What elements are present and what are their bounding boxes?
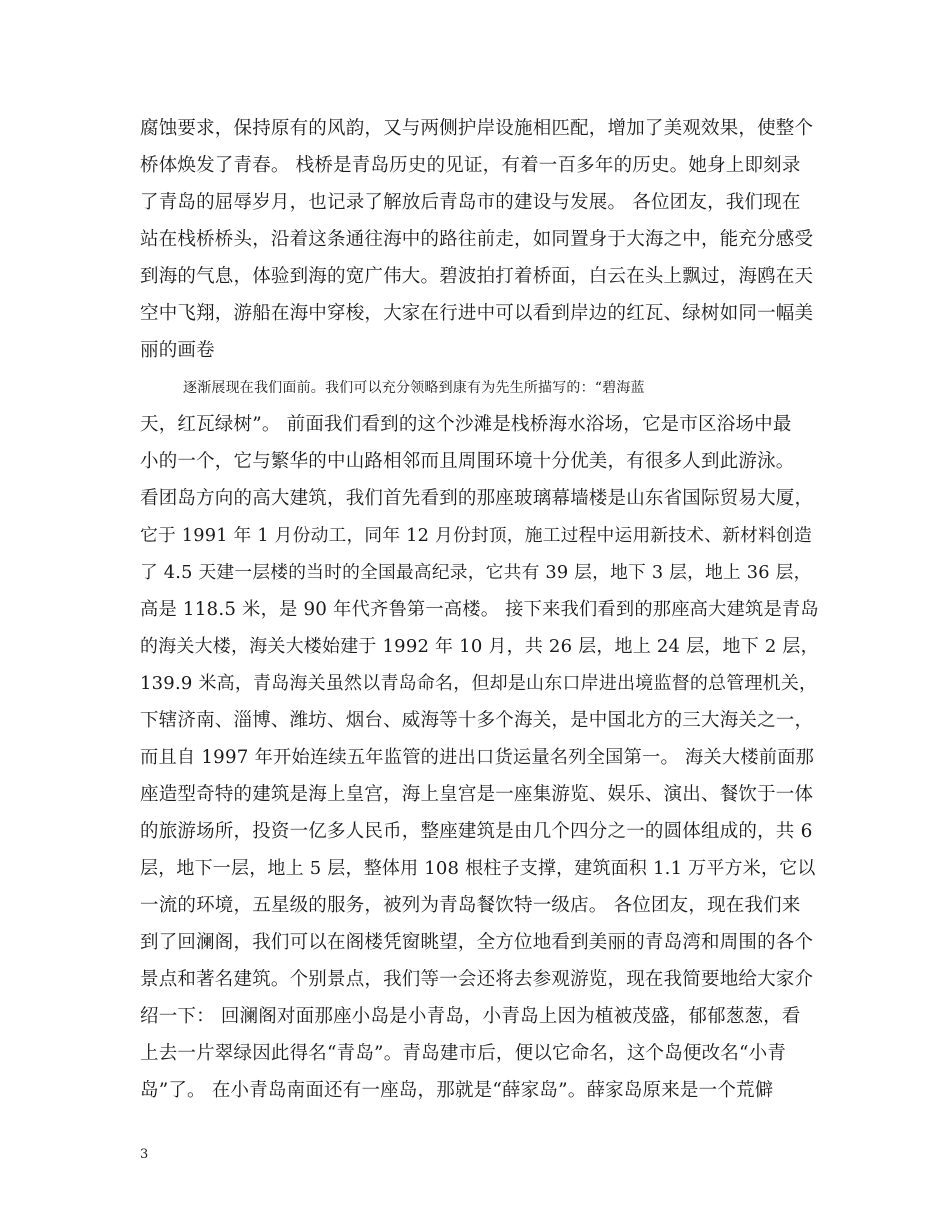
text-line: 绍一下： 回澜阁对面那座小岛是小青岛，小青岛上因为植被茂盛，郁郁葱葱，看 bbox=[140, 1006, 801, 1027]
text-line: 站在栈桥桥头，沿着这条通往海中的路往前走，如同置身于大海之中，能充分感受 bbox=[140, 229, 814, 250]
text-line: 岛”了。 在小青岛南面还有一座岛，那就是“薛家岛”。薛家岛原来是一个荒僻 bbox=[140, 1080, 774, 1101]
text-line: 层，地下一层，地上 5 层，整体用 108 根柱子支撑，建筑面积 1.1 万平方米，它以 bbox=[140, 858, 816, 879]
text-line: 桥体焕发了青春。 栈桥是青岛历史的见证，有着一百多年的历史。她身上即刻录 bbox=[140, 155, 801, 176]
text-line: 到海的气息，体验到海的宽广伟大。碧波拍打着桥面，白云在头上飘过，海鸥在天 bbox=[140, 266, 814, 287]
text-line: 而且自 1997 年开始连续五年监管的进出口货运量名列全国第一。 海关大楼前面那 bbox=[140, 747, 815, 768]
text-line: 天，红瓦绿树”。 前面我们看到的这个沙滩是栈桥海水浴场，它是市区浴场中最 bbox=[140, 414, 792, 435]
text-line: 景点和著名建筑。个别景点，我们等一会还将去参观游览，现在我简要地给大家介 bbox=[140, 969, 814, 990]
text-line: 小的一个，它与繁华的中山路相邻而且周围环境十分优美，有很多人到此游泳。 bbox=[140, 451, 795, 472]
text-line: 腐蚀要求，保持原有的风韵，又与两侧护岸设施相匹配，增加了美观效果，使整个 bbox=[140, 118, 814, 139]
text-line: 到了回澜阁，我们可以在阁楼凭窗眺望，全方位地看到美丽的青岛湾和周围的各个 bbox=[140, 932, 814, 953]
text-line: 上去一片翠绿因此得名“青岛”。青岛建市后，便以它命名，这个岛便改名“小青 bbox=[140, 1043, 787, 1064]
text-line: 的旅游场所，投资一亿多人民币，整座建筑是由几个四分之一的圆体组成的，共 6 bbox=[140, 821, 813, 842]
text-line: 了青岛的屈辱岁月，也记录了解放后青岛市的建设与发展。 各位团友，我们现在 bbox=[140, 192, 801, 213]
text-line: 139.9 米高，青岛海关虽然以青岛命名，但却是山东口岸进出境监督的总管理机关， bbox=[140, 673, 818, 694]
page-number: 3 bbox=[140, 1147, 149, 1162]
text-line: 下辖济南、淄博、潍坊、烟台、威海等十多个海关，是中国北方的三大海关之一， bbox=[140, 710, 814, 731]
text-line: 座造型奇特的建筑是海上皇宫，海上皇宫是一座集游览、娱乐、演出、餐饮于一体 bbox=[140, 784, 814, 805]
text-line: 了 4.5 天建一层楼的当时的全国最高纪录，它共有 39 层，地下 3 层，地上 36 层， bbox=[140, 563, 812, 583]
paragraph-first-line: 逐渐展现在我们面前。我们可以充分领略到康有为先生所描写的：“碧海蓝 bbox=[183, 380, 645, 396]
text-line: 它于 1991 年 1 月份动工，同年 12 月份封顶，施工过程中运用新技术、新材料创造 bbox=[140, 526, 812, 546]
text-line: 高是 118.5 米，是 90 年代齐鲁第一高楼。 接下来我们看到的那座高大建筑是青岛 bbox=[140, 599, 819, 620]
text-line: 的海关大楼，海关大楼始建于 1992 年 10 月，共 26 层，地上 24 层，地下 2 层， bbox=[140, 636, 819, 657]
text-line: 空中飞翔，游船在海中穿梭，大家在行进中可以看到岸边的红瓦、绿树如同一幅美 bbox=[140, 303, 814, 324]
text-line: 看团岛方向的高大建筑，我们首先看到的那座玻璃幕墙楼是山东省国际贸易大厦， bbox=[140, 488, 814, 509]
text-line: 一流的环境，五星级的服务，被列为青岛餐饮特一级店。 各位团友，现在我们来 bbox=[140, 895, 801, 916]
text-line: 丽的画卷 bbox=[140, 340, 215, 361]
